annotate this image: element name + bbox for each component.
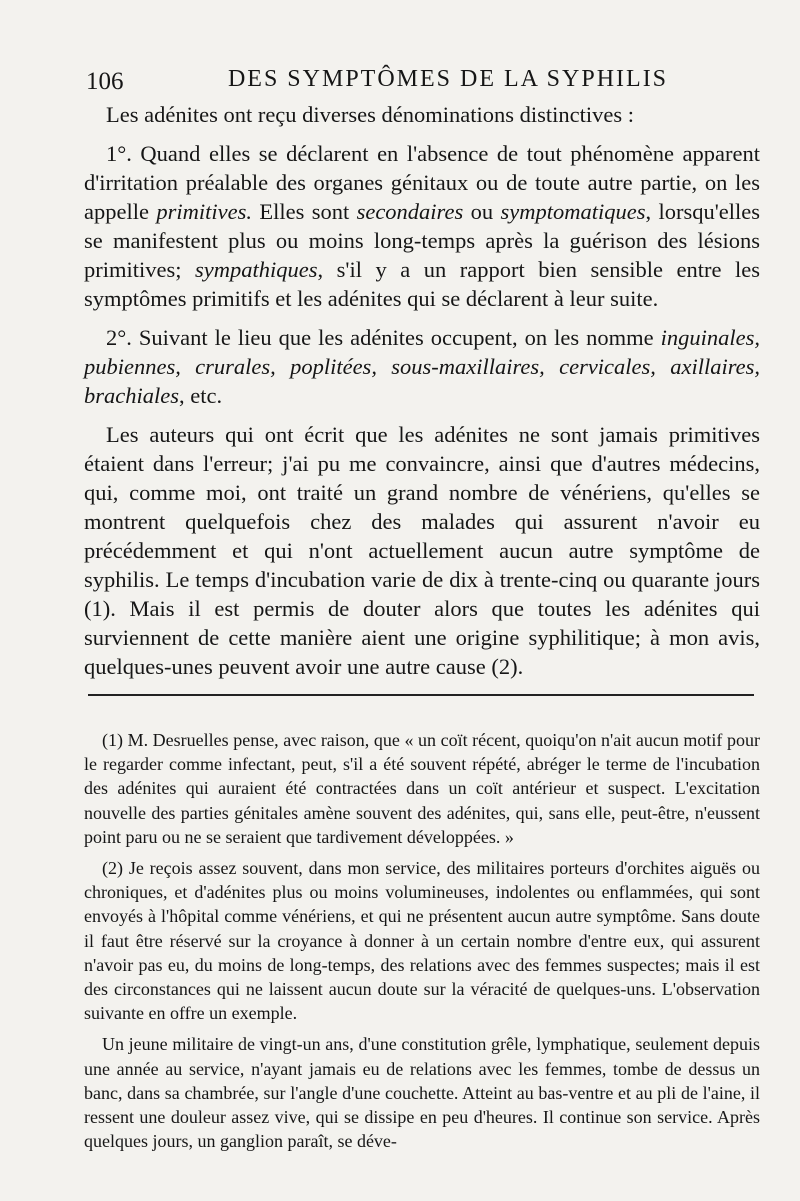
text-segment: , etc. <box>179 383 223 408</box>
text-segment: , lorsqu'elles se manifestent plus ou moins long-temps après la guérison des lésions primitives; <box>84 199 761 282</box>
paragraph-primitives <box>84 139 760 313</box>
main-text <box>84 100 760 691</box>
paragraph-locations <box>84 323 760 410</box>
footnote-rule <box>88 694 754 696</box>
paragraph-authors: Les auteurs qui ont écrit que les adénites ne sont jamais primitives étaient dans l'erreur; j'ai pu me convaincre, ainsi que d'autres médecins, qui, comme moi, ont traité un grand nombre de vénériens, qu'elles se montrent quelquefois chez des malades qui assurent n'avoir eu précédemment et qui n'ont actuellement aucun autre symptôme de syphilis. Le temps d'incubation varie de dix à trente-cinq ou quarante jours (1). Mais il est permis de douter alors que toutes les adénites qui surviennent de cette manière aient une origine syphilitique; à mon avis, quelques-unes peuvent avoir une autre cause (2). <box>84 422 760 679</box>
footnote-1: (1) M. Desruelles pense, avec raison, que « un coït récent, quoiqu'on n'ait aucun motif pour le regarder comme infectant, peut, s'il a été souvent répété, abréger le terme de l'incubation des adénites qui auraient été contractées dans un coït antérieur et suspect. L'excitation nouvelle des parties génitales amène souvent des adénites, qui, sans elle, peut-être, n'eussent point paru ou ne se seraient que tardivement développées. » <box>84 730 760 847</box>
text-segment: , s'il y a un rapport bien sensible entre les symptômes primitifs et les adénites qui se déclarent à leur suite. <box>84 257 760 311</box>
term-symptomatiques: symptomatiques <box>500 199 646 224</box>
footnotes <box>84 728 760 1160</box>
term-sympathiques: sympathiques <box>195 257 318 282</box>
text-segment: ou <box>463 199 501 224</box>
location-terms: inguinales, pubiennes, crurales, poplitées, sous-maxillaires, cervicales, axillaires, brachiales <box>84 325 760 408</box>
text-segment: Elles sont <box>251 199 357 224</box>
page-number: 106 <box>86 68 124 95</box>
term-primitives: primitives. <box>156 199 252 224</box>
text-segment: 1°. Quand elles se déclarent en l'absence de tout phénomène apparent d'irritation préalable des organes génitaux ou de toute autre partie, on les appelle <box>84 141 760 224</box>
page-header <box>86 62 760 96</box>
term-secondaires: secondaires <box>356 199 464 224</box>
running-head: DES SYMPTÔMES DE LA SYPHILIS <box>227 66 669 92</box>
footnote-2-continuation: Un jeune militaire de vingt-un ans, d'une constitution grêle, lymphatique, seulement depuis une année au service, n'ayant jamais eu de relations avec les femmes, tombe de dessus un banc, dans sa chambrée, sur l'angle d'une couchette. Atteint au bas-ventre et au pli de l'aine, il ressent une douleur assez vive, qui se dissipe en peu d'heures. Il continue son service. Après quelques jours, un ganglion paraît, se déve- <box>84 1034 760 1152</box>
footnote-2: (2) Je reçois assez souvent, dans mon service, des militaires porteurs d'orchites aiguës ou chroniques, et d'adénites plus ou moins volumineuses, indolentes ou enflammées, qui sont envoyés à l'hôpital comme vénériens, et qui ne présentent aucun autre symptôme. Sans doute il faut être réservé sur la croyance à donner à un certain nombre d'entre eux, qui assurent n'avoir pas eu, du moins de long-temps, des relations avec des femmes suspectes; mais il est des circonstances qui ne laissent aucun doute sur la véracité de quelques-uns. L'observation suivante en offre un exemple. <box>84 858 760 1024</box>
paragraph-intro: Les adénites ont reçu diverses dénominations distinctives : <box>106 102 635 127</box>
text-segment: 2°. Suivant le lieu que les adénites occupent, on les nomme <box>106 325 661 350</box>
